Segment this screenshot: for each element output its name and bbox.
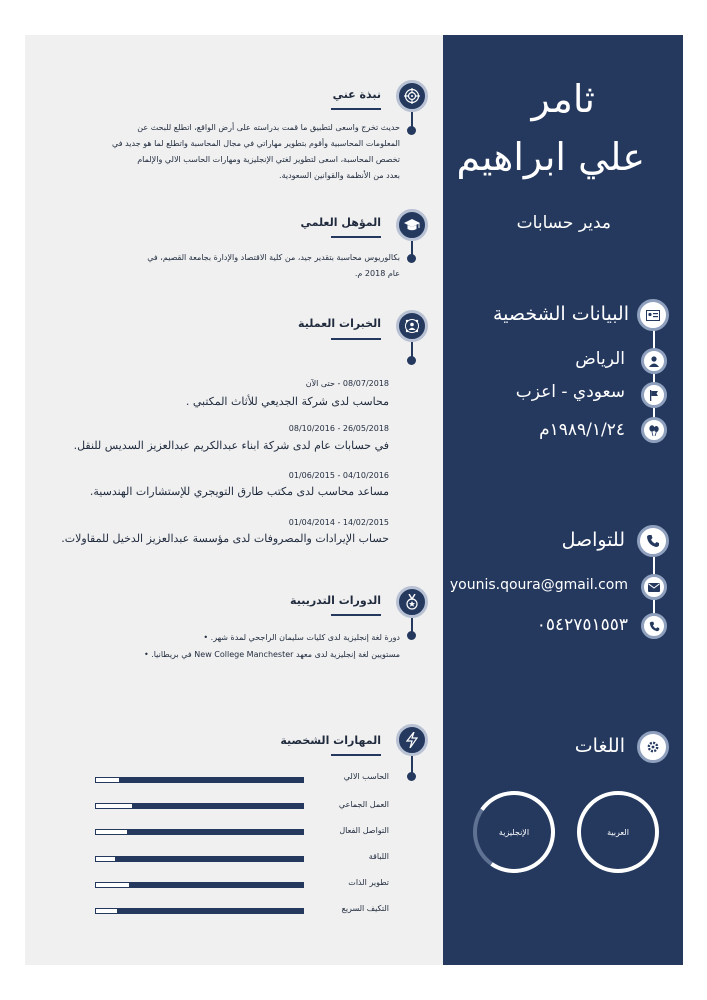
contact-section-title: للتواصل <box>561 529 625 551</box>
graduation-cap-icon <box>396 209 428 241</box>
course-item-2: مستويين لغة إنجليزية لدى معهد New College Manchester في بريطانيا. • <box>143 650 400 659</box>
phone[interactable]: ٠٥٤٢٧٥١٥٥٣ <box>536 615 628 635</box>
email[interactable]: younis.qoura@gmail.com <box>449 577 628 593</box>
skill-label: تطوير الذات <box>348 878 389 887</box>
courses-timeline-dot <box>407 631 416 640</box>
languages-section-title: اللغات <box>574 735 625 757</box>
language-ring-arabic <box>577 791 659 873</box>
experience-date-3: 04/10/2016 - 01/06/2015 <box>288 471 389 480</box>
skill-bar-empty <box>96 909 117 913</box>
language-name-english: الإنجليزية <box>498 827 530 837</box>
sidebar <box>443 35 683 965</box>
experience-text-3: مساعد محاسب لدى مكتب طارق التويجري للإستشارات الهندسية. <box>89 485 389 498</box>
language-ring-english <box>473 791 555 873</box>
skill-bar-empty <box>96 830 127 834</box>
target-icon <box>396 80 428 112</box>
skill-bar <box>95 908 304 914</box>
experience-date-4: 14/02/2015 - 01/04/2014 <box>288 518 389 527</box>
experience-title: الخبرات العملية <box>298 317 381 330</box>
about-underline <box>331 108 381 110</box>
education-underline <box>331 236 381 238</box>
lightning-icon <box>396 724 428 756</box>
about-line-2: المعلومات المحاسبية وأقوم بتطوير مهاراتي في مجال المحاسبة واتطلع لما هو جديد في <box>112 139 400 148</box>
education-title: المؤهل العلمي <box>300 216 381 229</box>
experience-text-2: في حسابات عام لدى شركة ابناء عبدالكريم عبدالعزيز السديس للنقل. <box>73 439 389 452</box>
education-paragraph <box>60 250 400 282</box>
education-line-1: بكالوريوس محاسبة بتقدير جيد، من كلية الاقتصاد والإدارة بجامعة القصيم، في <box>147 253 400 262</box>
language-name-arabic: العربية <box>607 827 629 837</box>
course-item-1-text: دورة لغة إنجليزية لدى كليات سليمان الراجحي لمدة شهر. <box>210 633 400 642</box>
education-line-2: عام 2018 م. <box>354 269 400 278</box>
about-line-3: تخصص المحاسبة، اسعى لتطوير لغتي الإنجليزية ومهارات الحاسب الالي والإلمام <box>137 155 400 164</box>
skill-bar-empty <box>96 883 129 887</box>
skill-bar-empty <box>96 778 119 782</box>
course-item-2-text: مستويين لغة إنجليزية لدى معهد New College Manchester في بريطانيا. <box>151 650 400 659</box>
about-timeline-dot <box>407 126 416 135</box>
experience-text-1: محاسب لدى شركة الجديعي للأثاث المكتبي . <box>185 395 389 408</box>
skill-label: اللباقة <box>368 852 389 861</box>
education-timeline-dot <box>407 254 416 263</box>
job-title: مدير حسابات <box>516 213 611 233</box>
skill-label: العمل الجماعي <box>338 800 389 809</box>
skill-label: التكيف السريع <box>341 904 389 913</box>
skill-bar <box>95 803 304 809</box>
phone-icon <box>641 613 667 639</box>
skill-bar <box>95 777 304 783</box>
language-gears-icon <box>637 731 669 763</box>
skills-underline <box>331 754 381 756</box>
balloons-icon <box>641 417 667 443</box>
skills-timeline-dot <box>407 772 416 781</box>
about-line-4: بعدد من الأنظمة والقوانين السعودية. <box>279 171 400 180</box>
experience-timeline-dot <box>407 356 416 365</box>
courses-title: الدورات التدريبية <box>290 594 381 607</box>
courses-underline <box>331 614 381 616</box>
skill-bar-empty <box>96 804 132 808</box>
team-network-icon <box>396 310 428 342</box>
experience-date-2: 26/05/2018 - 08/10/2016 <box>288 424 389 433</box>
nationality-status: سعودي - اعزب <box>515 382 625 402</box>
last-name: علي ابراهيم <box>456 135 645 179</box>
id-card-icon <box>637 299 669 331</box>
skill-bar <box>95 882 304 888</box>
about-paragraph <box>60 120 400 184</box>
envelope-icon <box>641 574 667 600</box>
medal-icon <box>396 586 428 618</box>
personal-section-title: البيانات الشخصية <box>492 303 629 325</box>
experience-underline <box>331 338 381 340</box>
skills-title: المهارات الشخصية <box>280 734 381 747</box>
skill-bar <box>95 829 304 835</box>
phone-ring-icon <box>637 525 669 557</box>
birth-date: ١٩٨٩/١/٢٤م <box>539 420 625 440</box>
skill-label: الحاسب الالي <box>343 772 389 781</box>
about-line-1: حديث تخرج واسعى لتطبيق ما قمت بدراسته على أرض الواقع، اتطلع للبحث عن <box>137 123 400 132</box>
experience-date-1: 08/07/2018 - حتى الآن <box>305 379 389 388</box>
person-icon <box>641 348 667 374</box>
flag-icon <box>641 382 667 408</box>
skill-label: التواصل الفعال <box>339 826 389 835</box>
first-name: ثامر <box>531 77 595 121</box>
course-item-1: دورة لغة إنجليزية لدى كليات سليمان الراجحي لمدة شهر. • <box>203 633 400 642</box>
about-title: نبذة عني <box>332 88 381 101</box>
city: الرياض <box>575 349 625 369</box>
experience-text-4: حساب الإيرادات والمصروفات لدى مؤسسة عبدالعزيز الدخيل للمقاولات. <box>61 532 389 545</box>
skill-bar <box>95 856 304 862</box>
skill-bar-empty <box>96 857 115 861</box>
